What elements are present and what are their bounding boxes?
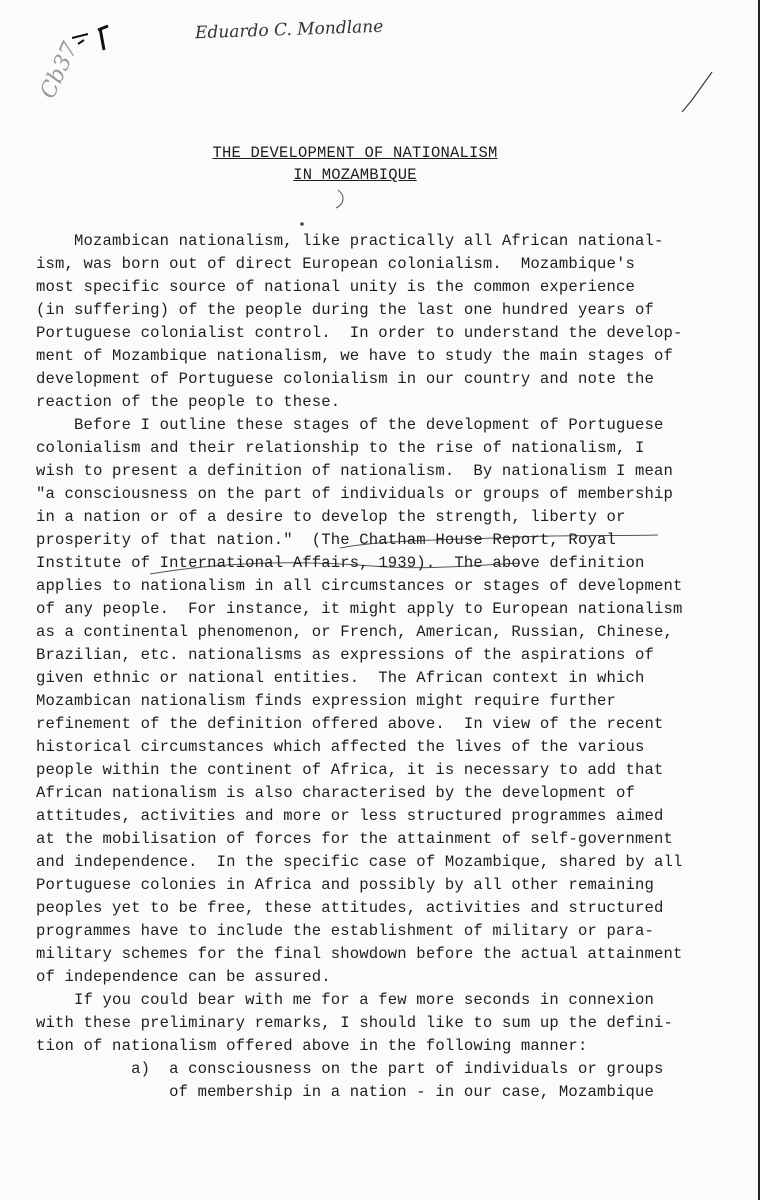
body-line: given ethnic or national entities. The African context in which xyxy=(36,669,645,687)
body-line: colonialism and their relationship to the rise of nationalism, I xyxy=(36,439,645,457)
ink-dot xyxy=(300,222,304,226)
body-line: as a continental phenomenon, or French, American, Russian, Chinese, xyxy=(36,623,674,641)
body-line: of any people. For instance, it might apply to European nationalism xyxy=(36,600,683,618)
body-line: prosperity of that nation." (The Chatham House Report, Royal xyxy=(36,531,616,549)
body-line: tion of nationalism offered above in the following manner: xyxy=(36,1037,588,1055)
body-line: attitudes, activities and more or less structured programmes aimed xyxy=(36,807,664,825)
body-line: Portuguese colonialist control. In order to understand the develop- xyxy=(36,324,683,342)
body-line: If you could bear with me for a few more seconds in connexion xyxy=(36,991,655,1009)
body-line: people within the continent of Africa, it is necessary to add that xyxy=(36,761,664,779)
ink-mark-2 xyxy=(98,26,108,50)
body-line: in a nation or of a desire to develop the strength, liberty or xyxy=(36,508,626,526)
document-title-line-1: THE DEVELOPMENT OF NATIONALISM xyxy=(212,144,498,162)
body-line: refinement of the definition offered above. In view of the recent xyxy=(36,715,664,733)
body-line: Mozambican nationalism, like practically all African national- xyxy=(36,232,664,250)
body-line: ment of Mozambique nationalism, we have to study the main stages of xyxy=(36,347,674,365)
body-line: Portuguese colonies in Africa and possibly by all other remaining xyxy=(36,876,655,894)
body-line: Before I outline these stages of the development of Portuguese xyxy=(36,416,664,434)
body-line: of independence can be assured. xyxy=(36,968,331,986)
margin-note: Cb37 xyxy=(35,38,84,103)
ink-mark xyxy=(72,34,88,44)
body-line: at the mobilisation of forces for the attainment of self-government xyxy=(36,830,674,848)
body-line: ism, was born out of direct European colonialism. Mozambique's xyxy=(36,255,635,273)
list-item-a-line-2: of membership in a nation - in our case, Mozambique xyxy=(36,1083,655,1101)
list-item-a-line-1: a) a consciousness on the part of individuals or groups xyxy=(36,1060,664,1078)
body-line: Brazilian, etc. nationalisms as expressions of the aspirations of xyxy=(36,646,655,664)
pencil-mark xyxy=(336,190,343,208)
body-line: (in suffering) of the people during the last one hundred years of xyxy=(36,301,655,319)
document-title-line-2: IN MOZAMBIQUE xyxy=(293,166,417,184)
body-line: development of Portuguese colonialism in our country and note the xyxy=(36,370,655,388)
body-line: programmes have to include the establishment of military or para- xyxy=(36,922,655,940)
body-line: Institute of International Affairs, 1939). The above definition xyxy=(36,554,645,572)
body-line: with these preliminary remarks, I should like to sum up the defini- xyxy=(36,1014,674,1032)
body-line: military schemes for the final showdown before the actual attainment xyxy=(36,945,683,963)
body-line: reaction of the people to these. xyxy=(36,393,341,411)
body-line: applies to nationalism in all circumstances or stages of development xyxy=(36,577,683,595)
body-line: historical circumstances which affected the lives of the various xyxy=(36,738,645,756)
body-line: and independence. In the specific case of Mozambique, shared by all xyxy=(36,853,683,871)
body-line: most specific source of national unity is the common experience xyxy=(36,278,635,296)
check-mark xyxy=(682,72,712,112)
body-line: Mozambican nationalism finds expression might require further xyxy=(36,692,616,710)
body-line: African nationalism is also characterised by the development of xyxy=(36,784,635,802)
body-line: "a consciousness on the part of individuals or groups of membership xyxy=(36,485,674,503)
body-line: wish to present a definition of nationalism. By nationalism I mean xyxy=(36,462,674,480)
body-line: peoples yet to be free, these attitudes, activities and structured xyxy=(36,899,664,917)
handwritten-signature: Eduardo C. Mondlane xyxy=(194,16,384,44)
